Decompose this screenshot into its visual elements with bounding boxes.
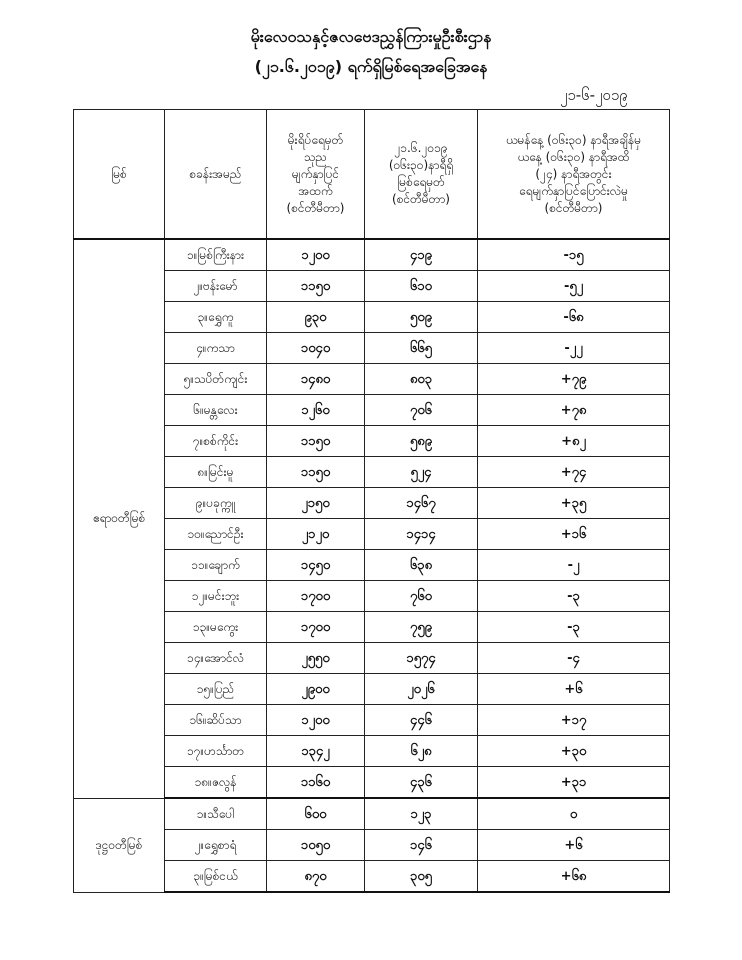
water-level-cell: ၂၀၂၆ bbox=[365, 674, 478, 705]
table-header-row bbox=[74, 110, 670, 240]
change-cell: +၆ bbox=[478, 830, 670, 861]
change-cell: -၆၈ bbox=[478, 302, 670, 333]
report-date: ၂၁-၆-၂၀၁၉ bbox=[560, 86, 628, 104]
header-line: အထက် bbox=[298, 183, 333, 198]
danger-level-cell: ၁၁၆၀ bbox=[267, 767, 365, 799]
report-title: မိုးလေဝသနှင့်ဇလဗေဒညွှန်ကြားမှုဦးစီးဌာန bbox=[250, 27, 492, 46]
header-24h-change bbox=[478, 110, 670, 240]
water-level-cell: ၄၁၉ bbox=[365, 239, 478, 271]
danger-level-cell: ၁၁၅၀ bbox=[267, 426, 365, 457]
station-cell: ၆။မန္တလေး bbox=[165, 395, 267, 426]
station-cell: ၂။ဗန်းမော် bbox=[165, 271, 267, 302]
header-water-level bbox=[365, 110, 478, 240]
danger-level-cell: ၁၄၈၀ bbox=[267, 364, 365, 395]
change-cell: -၂၂ bbox=[478, 333, 670, 364]
water-level-cell: ၆၃၈ bbox=[365, 550, 478, 581]
water-level-cell: ၃၀၅ bbox=[365, 861, 478, 893]
station-cell: ၁။သီပေါ bbox=[165, 798, 267, 830]
header-river: မြစ် bbox=[74, 110, 165, 240]
change-cell: -၃ bbox=[478, 581, 670, 612]
header-line: (၀၆း၃၀)နာရီရှိ bbox=[388, 158, 454, 172]
station-cell: ၃။ရွှေကူ bbox=[165, 302, 267, 333]
header-danger-level bbox=[267, 110, 365, 240]
river-name-cell: ဧရာဝတီမြစ် bbox=[74, 239, 165, 798]
report-subtitle: (၂၁.၆.၂၀၁၉) ရက်ရှိမြစ်ရေအခြေအနေ bbox=[254, 57, 488, 76]
water-level-cell: ၈၀၃ bbox=[365, 364, 478, 395]
water-level-cell: ၅၀၉ bbox=[365, 302, 478, 333]
water-level-cell: ၇၅၉ bbox=[365, 612, 478, 643]
table-row bbox=[74, 798, 670, 830]
water-level-cell: ၄၃၆ bbox=[365, 767, 478, 799]
header-station: စခန်းအမည် bbox=[165, 110, 267, 240]
danger-level-cell: ၁၂၆၀ bbox=[267, 395, 365, 426]
change-cell: +၃၅ bbox=[478, 488, 670, 519]
water-level-cell: ၆၂၈ bbox=[365, 736, 478, 767]
water-level-cell: ၁၄၆၇ bbox=[365, 488, 478, 519]
danger-level-cell: ၂၉၀၀ bbox=[267, 674, 365, 705]
table-row bbox=[74, 239, 670, 271]
change-cell: +၁၇ bbox=[478, 705, 670, 736]
header-line: (စင်တီမီတာ) bbox=[544, 200, 603, 215]
station-cell: ၁၆။ဆိပ်သာ bbox=[165, 705, 267, 736]
station-cell: ၁၃။မကွေး bbox=[165, 612, 267, 643]
header-line: မြစ်ရေမှတ် bbox=[397, 175, 445, 189]
change-cell: +၃၀ bbox=[478, 736, 670, 767]
station-cell: ၁၂။မင်းဘူး bbox=[165, 581, 267, 612]
danger-level-cell: ၉၃၀ bbox=[267, 302, 365, 333]
danger-level-cell: ၁၃၄၂ bbox=[267, 736, 365, 767]
water-level-cell: ၆၁၀ bbox=[365, 271, 478, 302]
danger-level-cell: ၆၀၀ bbox=[267, 798, 365, 830]
river-name-cell: ဒုဋ္ဌဝတီမြစ် bbox=[74, 798, 165, 892]
danger-level-cell: ၁၁၅၀ bbox=[267, 457, 365, 488]
header-line: သုည bbox=[303, 149, 328, 164]
danger-level-cell: ၁၄၅၀ bbox=[267, 550, 365, 581]
change-cell: +၃၁ bbox=[478, 767, 670, 799]
station-cell: ၅။သပိတ်ကျင်း bbox=[165, 364, 267, 395]
change-cell: ၀ bbox=[478, 798, 670, 830]
water-level-cell: ၁၄၆ bbox=[365, 830, 478, 861]
station-cell: ၁။မြစ်ကြီးနား bbox=[165, 239, 267, 271]
header-line: မျက်နှာပြင် bbox=[291, 166, 340, 181]
station-cell: ၉။ပခုက္ကူ bbox=[165, 488, 267, 519]
river-level-table bbox=[73, 109, 670, 893]
water-level-cell: ၆၆၅ bbox=[365, 333, 478, 364]
danger-level-cell: ၂၅၅၀ bbox=[267, 643, 365, 674]
header-line: (စင်တီမီတာ) bbox=[286, 200, 345, 215]
station-cell: ၁၁။ချောက် bbox=[165, 550, 267, 581]
station-cell: ၂။ရွှေစာရံ bbox=[165, 830, 267, 861]
water-level-cell: ၅၈၉ bbox=[365, 426, 478, 457]
change-cell: +၆ bbox=[478, 674, 670, 705]
station-cell: ၁၈။ဇလွန် bbox=[165, 767, 267, 799]
danger-level-cell: ၁၇၀၀ bbox=[267, 612, 365, 643]
water-level-cell: ၇၆၀ bbox=[365, 581, 478, 612]
station-cell: ၈။မြင်းမူ bbox=[165, 457, 267, 488]
change-cell: +၇၄ bbox=[478, 457, 670, 488]
danger-level-cell: ၁၁၅၀ bbox=[267, 271, 365, 302]
danger-level-cell: ၁၂၀၀ bbox=[267, 705, 365, 736]
danger-level-cell: ၂၁၂၀ bbox=[267, 519, 365, 550]
station-cell: ၁၅။ပြည် bbox=[165, 674, 267, 705]
water-level-cell: ၁၂၃ bbox=[365, 798, 478, 830]
header-line: မိုးရိပ်ရေမှတ် bbox=[287, 132, 344, 147]
water-level-cell: ၅၂၄ bbox=[365, 457, 478, 488]
change-cell: -၃ bbox=[478, 612, 670, 643]
change-cell: -၁၅ bbox=[478, 239, 670, 271]
station-cell: ၁၄။အောင်လံ bbox=[165, 643, 267, 674]
station-cell: ၁၀။ညောင်ဦး bbox=[165, 519, 267, 550]
header-line: ရေမျက်နှာပြင်ပြောင်းလဲမှု bbox=[519, 183, 628, 198]
water-level-cell: ၄၄၆ bbox=[365, 705, 478, 736]
header-line: (၂၄) နာရီအတွင်း bbox=[535, 166, 612, 181]
change-cell: +၇၈ bbox=[478, 395, 670, 426]
danger-level-cell: ၈၇၀ bbox=[267, 861, 365, 893]
change-cell: +၁၆ bbox=[478, 519, 670, 550]
header-line: ယနေ့ (၀၆း၃၀) နာရီအထိ bbox=[517, 149, 630, 164]
danger-level-cell: ၁၀၅၀ bbox=[267, 830, 365, 861]
change-cell: -၅၂ bbox=[478, 271, 670, 302]
danger-level-cell: ၁၂၀၀ bbox=[267, 239, 365, 271]
change-cell: +၈၂ bbox=[478, 426, 670, 457]
station-cell: ၁၇။ဟင်္သာတ bbox=[165, 736, 267, 767]
danger-level-cell: ၁၀၄၀ bbox=[267, 333, 365, 364]
change-cell: -၄ bbox=[478, 643, 670, 674]
danger-level-cell: ၁၇၀၀ bbox=[267, 581, 365, 612]
water-level-cell: ၇၀၆ bbox=[365, 395, 478, 426]
station-cell: ၇။စစ်ကိုင်း bbox=[165, 426, 267, 457]
station-cell: ၃။မြစ်ငယ် bbox=[165, 861, 267, 893]
header-line: ယမန်နေ့ (၀၆း၃၀) နာရီအချိန်မှ bbox=[505, 132, 642, 147]
station-cell: ၄။ကသာ bbox=[165, 333, 267, 364]
water-level-cell: ၁၄၁၄ bbox=[365, 519, 478, 550]
change-cell: -၂ bbox=[478, 550, 670, 581]
change-cell: +၆၈ bbox=[478, 861, 670, 893]
danger-level-cell: ၂၁၅၀ bbox=[267, 488, 365, 519]
header-line: ၂၁.၆.၂၀၁၉ bbox=[394, 141, 448, 155]
header-line: (စင်တီမီတာ) bbox=[392, 192, 450, 206]
water-level-cell: ၁၅၇၄ bbox=[365, 643, 478, 674]
change-cell: +၇၉ bbox=[478, 364, 670, 395]
table-body bbox=[74, 239, 670, 892]
